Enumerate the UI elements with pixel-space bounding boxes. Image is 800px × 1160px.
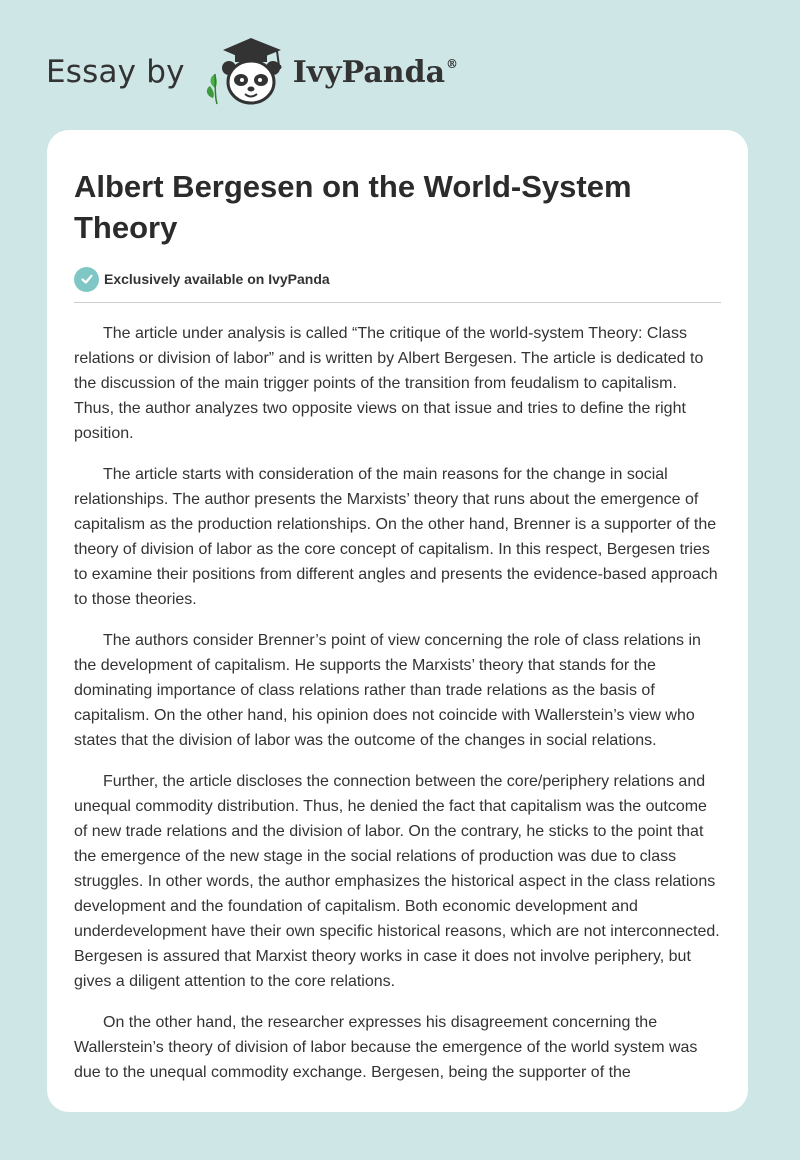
essay-body [74,321,721,1085]
check-circle-icon [74,267,99,292]
registered-mark: ® [446,56,459,71]
panda-graduate-logo-icon[interactable] [201,36,291,108]
page-title: Albert Bergesen on the World-System Theory [74,169,632,245]
paragraph: The article under analysis is called “The critique of the world-system Theory: Class relations or division of labor” and is written by Albert Bergesen. The article is dedicated to the discussion of the main trigger points of the transition from feudalism to capitalism. Thus, the author analyzes two opposite views on that issue and tries to define the right position. [74,325,704,442]
paragraph: The authors consider Brenner’s point of view concerning the role of class relations in the development of capitalism. He supports the Marxists’ theory that stands for the dominating importance of class relations rather than trade relations as the basis of capitalism. On the other hand, his opinion does not coincide with Wallerstein’s view who states that the division of labor was the outcome of the changes in social relations. [74,632,701,749]
essay-by-label: Essay by [46,54,185,90]
paragraph: On the other hand, the researcher expresses his disagreement concerning the Wallerstein’s theory of division of labor because the emergence of the world system was due to the unequal commodity exchange. Bergesen, being the supporter of the [74,1014,698,1081]
exclusive-badge-label: Exclusively available on IvyPanda [104,271,330,287]
essay-card [47,130,748,1112]
exclusive-badge [74,266,721,292]
paragraph: The article starts with consideration of the main reasons for the change in social relationships. The author presents the Marxists’ theory that runs about the emergence of capitalism as the production relationships. On the other hand, Brenner is a supporter of the theory of division of labor as the core concept of capitalism. In this respect, Bergesen tries to examine their positions from different angles and presents the evidence-based approach to those theories. [74,466,718,608]
brand-name[interactable] [293,55,458,90]
site-header [46,36,458,108]
brand-text: IvyPanda [292,54,446,90]
divider [74,302,721,303]
paragraph: Further, the article discloses the connection between the core/periphery relations and unequal commodity distribution. Thus, he denied the fact that capitalism was the outcome of new trade relations and the division of labor. On the contrary, he sticks to the point that the emergence of the new stage in the social relations of production was due to class struggles. In other words, the author emphasizes the historical aspect in the class relations development and the foundation of capitalism. Both economic development and underdevelopment have their own specific historical reasons, which are not interconnected. Bergesen is assured that Marxist theory works in case it does not involve periphery, but gives a diligent attention to the core relations. [74,773,720,990]
